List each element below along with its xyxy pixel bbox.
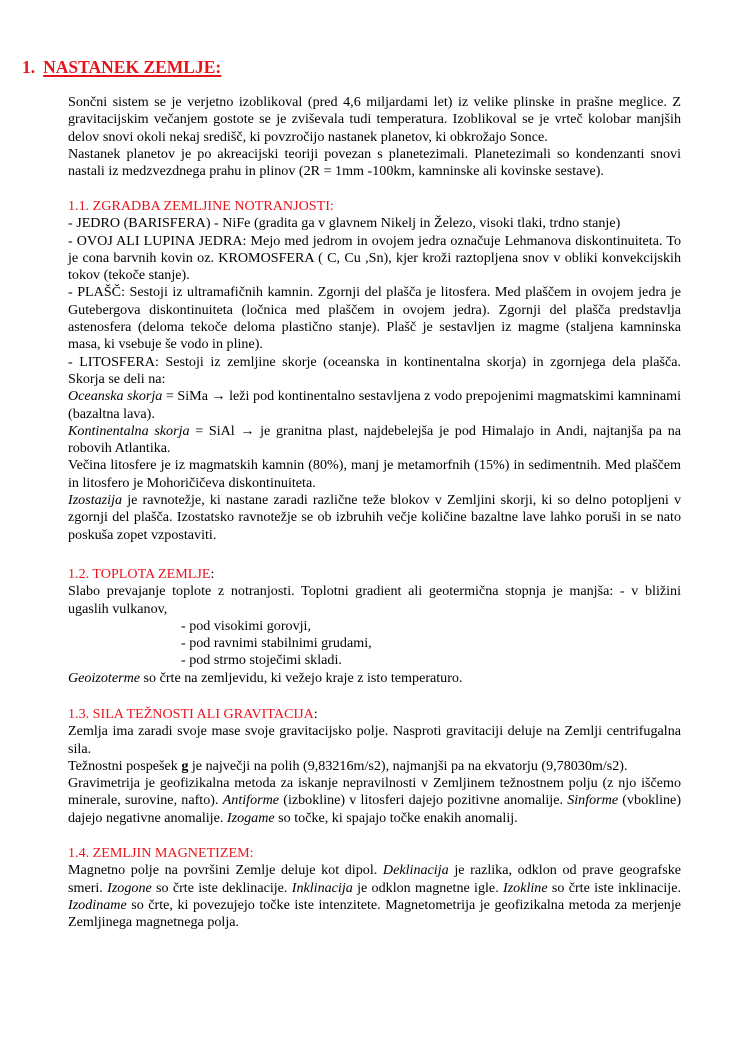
section-structure: [68, 198, 681, 544]
paragraph-ovoj: - OVOJ ALI LUPINA JEDRA: Mejo med jedrom in ovojem jedra označuje Lehmanova diskontinuiteta. To je cona barvnih kovin oz. KROMOSFERA ( C, Cu ,Sn), kjer kroži raztopljena snov v obliki konvekcijskih tokov (tekoče stanje).: [68, 232, 681, 284]
intro-paragraph-2: Nastanek planetov je po akreacijski teoriji povezan s planetezimali. Planetezimali so kondenzanti snovi nastali iz medzvezdnega prahu in plinov (2R = 1mm -100km, kamninske ali kovinske sestave).: [68, 145, 681, 180]
intro-section: [68, 94, 681, 180]
paragraph-heat: Slabo prevajanje toplote z notranjosti. Toplotni gradient ali geotermična stopnja je manjša: - v bližini ugaslih vulkanov,: [68, 583, 681, 617]
paragraph-kontinentalna: Kontinentalna skorja = SiAl → je granitna plast, najdebelejša je pod Himalajo in Andi, najtanjša pa na robovih Atlantika.: [68, 422, 682, 457]
paragraph-gravity-field: Zemlja ima zaradi svoje mase svoje gravitacijsko polje. Nasproti gravitaciji deluje na Zemlji centrifugalna sila.: [68, 723, 681, 757]
term-deklinacija: Deklinacija: [382, 862, 449, 879]
document-title: [22, 57, 221, 78]
paragraph-litosfera: - LITOSFERA: Sestoji iz zemljine skorje (oceanska in kontinentalna skorja) in zgornjega dela plašča. Skorja se deli na:: [68, 353, 681, 387]
heat-list-item: - pod visokimi gorovji,: [181, 617, 311, 634]
title-text: NASTANEK ZEMLJE:: [43, 57, 222, 77]
title-number: 1.: [22, 57, 36, 77]
heat-list-item: - pod strmo stoječimi skladi.: [181, 652, 342, 669]
paragraph-gravimetry: Gravimetrija je geofizikalna metoda za iskanje nepravilnosti v Zemljinem težnostnem polju (z njo iščemo minerale, surovine, nafto). Antiforme (izbokline) v litosferi dajejo pozitivne anomalije. Sinforme (vbokline) dajejo negativne anomalije. Izogame so točke, ki spajajo točke enakih anomalij.: [68, 775, 682, 826]
term-izostazija: Izostazija: [68, 492, 123, 509]
heat-list-item: - pod ravnimi stabilnimi grudami,: [181, 635, 372, 652]
section-gravity: [68, 706, 681, 827]
section-heading-magnetism: 1.4. ZEMLJIN MAGNETIZEM:: [68, 845, 254, 861]
term-kontinentalna: Kontinentalna skorja: [68, 422, 190, 439]
term-inklinacija: Inklinacija: [291, 879, 353, 896]
paragraph-vecina: Večina litosfere je iz magmatskih kamnin (80%), manj je metamorfnih (15%) in sedimentnih. Med plaščem in litosfero je Mohoričičeva diskontinuiteta.: [68, 457, 681, 491]
section-magnetism: [68, 845, 681, 931]
section-heat: [68, 566, 681, 687]
term-oceanska: Oceanska skorja: [68, 388, 163, 405]
term-izogone: Izogone: [107, 879, 152, 896]
term-izogame: Izogame: [226, 809, 275, 826]
term-izodiname: Izodiname: [68, 896, 127, 913]
section-heading-heat: 1.2. TOPLOTA ZEMLJE:: [68, 566, 215, 582]
paragraph-acceleration: Težnostni pospešek g je največji na polih (9,83216m/s2), najmanjši pa na ekvatorju (9,78030m/s2).: [68, 757, 628, 774]
paragraph-izostazija: Izostazija je ravnotežje, ki nastane zaradi različne teže blokov v Zemljini skorji, ki so delno potopljeni v zgornji del plašča. Izostatsko ravnotežje se ob izbruhih večje količine bazaltne lave lahko poruši in se nato poskuša zopet vzpostaviti.: [68, 492, 681, 543]
section-heading-structure: 1.1. ZGRADBA ZEMLJINE NOTRANJOSTI:: [68, 198, 334, 214]
section-heading-gravity: 1.3. SILA TEŽNOSTI ALI GRAVITACIJA:: [68, 706, 318, 722]
term-geoizoterme: Geoizoterme: [68, 669, 141, 686]
term-antiforme: Antiforme: [222, 792, 280, 809]
paragraph-oceanska: Oceanska skorja = SiMa → leži pod kontinentalno sestavljena z vodo prepojenimi magmatskimi kamninami (bazaltna lava).: [68, 388, 682, 422]
term-izokline: Izokline: [503, 879, 548, 896]
paragraph-magnetism: Magnetno polje na površini Zemlje deluje kot dipol. Deklinacija je razlika, odklon od prave geografske smeri. Izogone so črte iste deklinacije. Inklinacija je odklon magnetne igle. Izokline so črte iste inklinacije. Izodiname so črte, ki povezujejo točke iste intenzitete. Magnetometrija je geofizikalna metoda za merjenje Zemljinega magnetnega polja.: [68, 862, 681, 931]
paragraph-geoizoterme: Geoizoterme so črte na zemljevidu, ki vežejo kraje z isto temperaturo.: [68, 669, 463, 686]
paragraph-plasc: - PLAŠČ: Sestoji iz ultramafičnih kamnin. Zgornji del plašča je litosfera. Med plaščem in ovojem jedra je Gutebergova diskontinuiteta (ločnica med plaščem in ovojem jedra). Zgornji del plašča predstavlja astenosfera (deloma tekoče deloma plastično stanje). Plašč je sestavljen iz magme (staljena kamninska masa, ki vsebuje še vodo in pline).: [68, 284, 681, 353]
paragraph-jedro: - JEDRO (BARISFERA) - NiFe (gradita ga v glavnem Nikelj in Železo, visoki tlaki, trdno stanje): [68, 215, 621, 232]
term-sinforme: Sinforme: [567, 792, 619, 809]
intro-paragraph-1: Sončni sistem se je verjetno izoblikoval (pred 4,6 miljardami let) iz velike plinske in prašne meglice. Z gravitacijskim večanjem gostote se je zviševala tudi temperatura. Izoblikoval se je vrteč kolobar manjših delov snovi okoli nekaj središč, ki povzročijo nastanek planetov, ki obkrožajo Sonce.: [68, 94, 681, 145]
